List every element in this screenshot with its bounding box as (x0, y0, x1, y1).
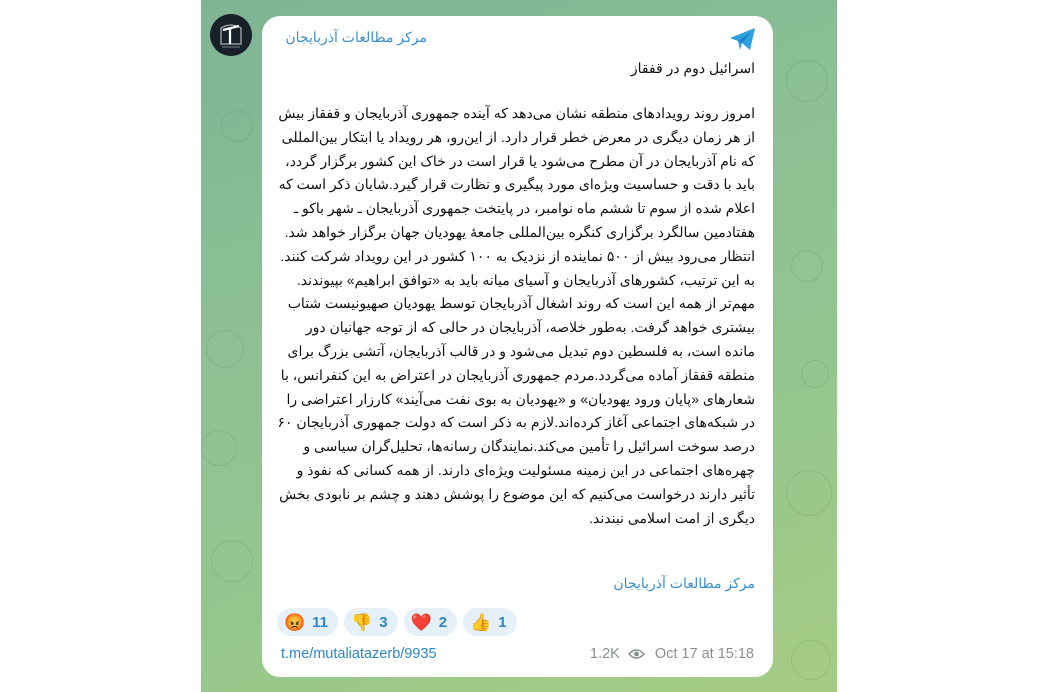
eye-icon (628, 648, 645, 660)
post-title: اسرائیل دوم در قفقاز (630, 60, 755, 76)
background-doodle (791, 250, 823, 282)
background-doodle (221, 110, 253, 142)
background-doodle (791, 640, 831, 680)
channel-logo-icon (210, 14, 252, 56)
chat-background (201, 0, 837, 692)
post-body: امروز روند رویدادهای منطقه نشان می‌دهد که آینده جمهوری آذربایجان و قفقاز بیش از هر زمان دیگری در معرض خطر قرار دارد. از این‌رو، هر رویداد یا ابتکار بین‌المللی که نام آذربایجان در آن مطرح می‌شود یا قرار است در خاک این کشور برگزار گردد، باید با دقت و حساسیت ویژه‌ای مورد پیگیری و نظارت قرار گیرد.شایان ذکر است که اعلام شده از سوم تا ششم ماه نوامبر، در پایتخت جمهوری آذربایجان ـ شهر باکو ـ هفتادمین سالگرد برگزاری کنگره بین‌المللی جامعهٔ یهودیان جهان برگزار خواهد شد. انتظار می‌رود بیش از ۵۰۰ نماینده از نزدیک به ۱۰۰ کشور در این رویداد شرکت کنند. به این ترتیب، کشورهای آذربایجان و آسیای میانه باید به «توافق ابراهیم» بپیوندند. مهم‌تر از همه این است که روند اشغال آذربایجان توسط یهودیان صهیونیست شتاب بیشتری خواهد گرفت. به‌طور خلاصه، آذربایجان در حالی که از توجه جهانیان دور مانده است، به فلسطین دوم تبدیل می‌شود و در قالب آذربایجان، آتشی بزرگ برای منطقه قفقاز آماده می‌گردد.مردم جمهوری آذربایجان در اعتراض به این کنفرانس، با شعارهای «پایان ورود یهودیان» و «یهودیان به بوی نفت می‌آیند» کارزار اعتراضی را در شبکه‌های اجتماعی آغاز کرده‌اند.لازم به ذکر است که دولت جمهوری آذربایجان ۶۰ درصد سوخت اسرائیل را تأمین می‌کند.نمایندگان رسانه‌ها، تحلیل‌گران سیاسی و چهره‌های اجتماعی در این زمینه مسئولیت ویژه‌ای دارند. از همه کسانی که نفوذ و تأثیر دارند درخواست می‌کنیم که این موضوع را پوشش دهند و چشم بر نابودی بخش دیگری از امت اسلامی نبندند. (277, 105, 755, 526)
post-signature-link[interactable]: مرکز مطالعات آذربایجان (613, 575, 755, 591)
background-doodle (201, 430, 237, 466)
message-bubble (262, 16, 773, 677)
reaction-count: 1 (498, 613, 507, 631)
background-doodle (786, 470, 832, 516)
channel-name[interactable]: مرکز مطالعات آذربایجان (285, 29, 427, 45)
post-permalink[interactable]: t.me/mutaliatazerb/9935 (281, 646, 437, 662)
reactions-bar (277, 608, 517, 636)
post-date: Oct 17 at 15:18 (654, 646, 754, 662)
post-meta (590, 646, 754, 662)
background-doodle (211, 540, 253, 582)
reaction-thumbs-down[interactable] (344, 608, 398, 636)
red-heart-icon: ❤️ (410, 612, 432, 632)
reaction-angry[interactable] (277, 608, 338, 636)
reaction-count: 2 (438, 613, 448, 631)
view-count: 1.2K (590, 646, 620, 662)
reaction-thumbs-up[interactable] (463, 608, 517, 636)
channel-avatar[interactable] (210, 14, 252, 56)
background-doodle (801, 360, 829, 388)
reaction-heart[interactable] (404, 608, 458, 636)
thumbs-up-icon: 👍 (470, 612, 492, 632)
reaction-count: 11 (312, 613, 329, 631)
background-doodle (206, 330, 244, 368)
background-doodle (786, 60, 828, 102)
thumbs-down-icon: 👎 (351, 612, 373, 632)
angry-face-icon: 😡 (284, 612, 306, 632)
telegram-icon (729, 26, 757, 52)
reaction-count: 3 (379, 613, 388, 631)
